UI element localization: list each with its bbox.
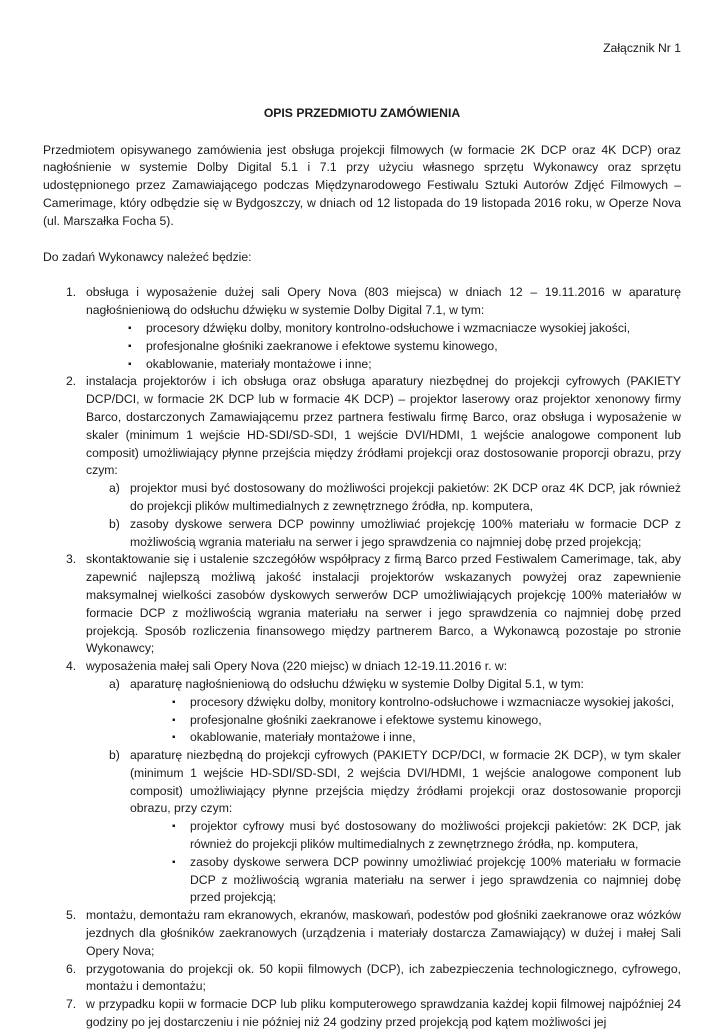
bullet-square-icon: ▪ (128, 358, 132, 370)
bullet-square-icon: ▪ (172, 821, 176, 833)
sub-list (86, 480, 681, 551)
bullet-item: ▪ okablowanie, materiały montażowe i inne, (172, 729, 681, 747)
intro-paragraph: Przedmiotem opisywanego zamówienia jest obsługa projekcji filmowych (w formacie 2K DCP oraz 4K DCP) oraz nagłośnienie w systemie Dolby Digital 5.1 i 7.1 przy użyciu własnego sprzętu Wykonawcy oraz sprzętu udostępnionego przez Zamawiającego podczas Międzynarodowego Festiwalu Sztuki Autorów Zdjęć Filmowych – Camerimage, który odbędzie się w Bydgoszczy, w dniach od 12 listopada do 19 listopada 2016 roku, w Operze Nova (ul. Marszałka Focha 5). (43, 142, 681, 228)
sub-text: aparaturę niezbędną do projekcji cyfrowych (PAKIETY DCP/DCI, w formacie 2K DCP), w tym skaler (minimum 1 wejście HD-SDI/SD-SDI, 2 wejścia DVI/HDMI, 1 wejście analogowe component lub composit) umożliwiający płynne przejścia między źródłami projekcji oraz dostosowanie proporcji obrazu, przy czym: (130, 748, 681, 816)
task-item-4 (43, 658, 681, 907)
task-text: wyposażenia małej sali Opery Nova (220 miejsc) w dniach 12-19.11.2016 r. w: (86, 659, 508, 674)
task-item-5 (43, 907, 681, 960)
task-number: 7. (66, 997, 77, 1012)
bullet-item: ▪ profesjonalne głośniki zaekranowe i efektowe systemu kinowego, (172, 712, 681, 730)
bullet-square-icon: ▪ (172, 856, 176, 868)
task-item-1 (43, 284, 681, 373)
sub-letter: b) (109, 748, 120, 763)
task-item-3 (43, 551, 681, 658)
task-number: 4. (66, 659, 77, 674)
sub-item-b (86, 747, 681, 907)
task-number: 5. (66, 908, 77, 923)
task-number: 2. (66, 374, 77, 389)
tasks-lead: Do zadań Wykonawcy należeć będzie: (43, 249, 252, 264)
bullet-list (130, 694, 681, 747)
task-text: montażu, demontażu ram ekranowych, ekranów, maskowań, podestów pod głośniki zaekranowe oraz wózków jezdnych dla głośników zaekranowych (urządzenia i materiały dostarcza Zamawiający) w dużej i małej Sali Opery Nova; (86, 908, 681, 958)
attachment-label: Załącznik Nr 1 (603, 41, 681, 55)
document-page (43, 40, 681, 1032)
sub-letter: b) (109, 516, 120, 531)
task-item-7 (43, 996, 681, 1032)
task-item-2 (43, 373, 681, 551)
sub-text: projektor musi być dostosowany do możliwości projekcji pakietów: 2K DCP oraz 4K DCP, jak również do projekcji plików multimedialnych z zewnętrznego źródła, np. komputera, (130, 481, 681, 513)
task-number: 1. (66, 285, 77, 300)
sub-item-b (86, 516, 681, 552)
document-title: OPIS PRZEDMIOTU ZAMÓWIENIA (263, 105, 461, 120)
sub-item-a (86, 676, 681, 747)
sub-list (86, 676, 681, 907)
bullet-square-icon: ▪ (172, 696, 176, 708)
bullet-list (86, 320, 681, 373)
task-item-6 (43, 961, 681, 997)
bullet-item: ▪ procesory dźwięku dolby, monitory kontrolno-odsłuchowe i wzmacniacze wysokiej jakości, (128, 320, 681, 338)
bullet-square-icon: ▪ (128, 340, 132, 352)
sub-letter: a) (109, 676, 120, 691)
bullet-square-icon: ▪ (128, 322, 132, 334)
task-text: obsługa i wyposażenie dużej sali Opery Nova (803 miejsca) w dniach 12 – 19.11.2016 w aparaturę nagłośnieniową do odsłuchu dźwięku w systemie Dolby Digital 7.1, w tym: (86, 285, 681, 318)
task-text: w przypadku kopii w formacie DCP lub pliku komputerowego sprawdzania każdej kopii filmowej najpóźniej 24 godziny po jej dostarczeniu i nie później niż 24 godziny przed projekcją pod kątem możliwości jej (86, 997, 681, 1030)
bullet-item: ▪ projektor cyfrowy musi być dostosowany do możliwości projekcji pakietów: 2K DCP, jak również do projekcji plików multimedialnych z zewnętrznego źródła, np. komputera, (172, 819, 681, 852)
bullet-item: ▪ procesory dźwięku dolby, monitory kontrolno-odsłuchowe i wzmacniacze wysokiej jakości, (172, 694, 681, 712)
bullet-item: ▪ okablowanie, materiały montażowe i inne; (128, 356, 681, 374)
task-list (43, 284, 681, 1031)
task-text: instalacja projektorów i ich obsługa oraz obsługa aparatury niezbędnej do projekcji cyfrowych (PAKIETY DCP/DCI, w formacie 2K DCP lub w formacie 4K DCP) – projektor laserowy oraz projektor xenonowy firmy Barco, dostarczonych Zamawiającemu przez partnera festiwalu firmę Barco, oraz obsługa i wyposażenie w skaler (minimum 1 wejście HD-SDI/SD-SDI, 1 wejście DVI/HDMI, 1 wejście analogowe component lub composit) umożliwiający płynne przejścia między źródłami projekcji oraz dostosowanie proporcji obrazu, przy czym: (86, 374, 681, 478)
sub-text: zasoby dyskowe serwera DCP powinny umożliwiać projekcję 100% materiału w formacie DCP z możliwością wgrania materiału na serwer i jego sprawdzenia co najmniej dobę przed projekcją; (130, 516, 681, 549)
bullet-item: ▪ profesjonalne głośniki zaekranowe i efektowe systemu kinowego, (128, 338, 681, 356)
sub-item-a (86, 480, 681, 516)
task-text: przygotowania do projekcji ok. 50 kopii filmowych (DCP), ich zabezpieczenia technologicznego, cyfrowego, montażu i demontażu; (86, 961, 681, 994)
task-number: 6. (66, 961, 77, 976)
task-text: skontaktowanie się i ustalenie szczegółów współpracy z firmą Barco przed Festiwalem Camerimage, tak, aby zapewnić najlepszą możliwą jakość instalacji projektorów wskazanych powyżej oraz zapewnienie maksymalnej wielkości zasobów dyskowych serwerów DCP umożliwiających projekcję 100% materiałów w formacie DCP z możliwością wgrania materiału na serwer i jego sprawdzenia co najmniej dobę przed projekcją. Sposób rozliczenia finansowego między partnerem Barco, a Wykonawcą pozostaje po stronie Wykonawcy; (86, 552, 681, 656)
sub-letter: a) (109, 481, 120, 496)
bullet-list (130, 818, 681, 907)
task-number: 3. (66, 552, 77, 567)
bullet-item: ▪ zasoby dyskowe serwera DCP powinny umożliwiać projekcję 100% materiału w formacie DCP z możliwością wgrania materiału na serwer i jego sprawdzenia co najmniej dobę przed projekcją; (172, 854, 681, 905)
bullet-square-icon: ▪ (172, 714, 176, 726)
sub-text: aparaturę nagłośnieniową do odsłuchu dźwięku w systemie Dolby Digital 5.1, w tym: (130, 676, 584, 691)
bullet-square-icon: ▪ (172, 732, 176, 744)
